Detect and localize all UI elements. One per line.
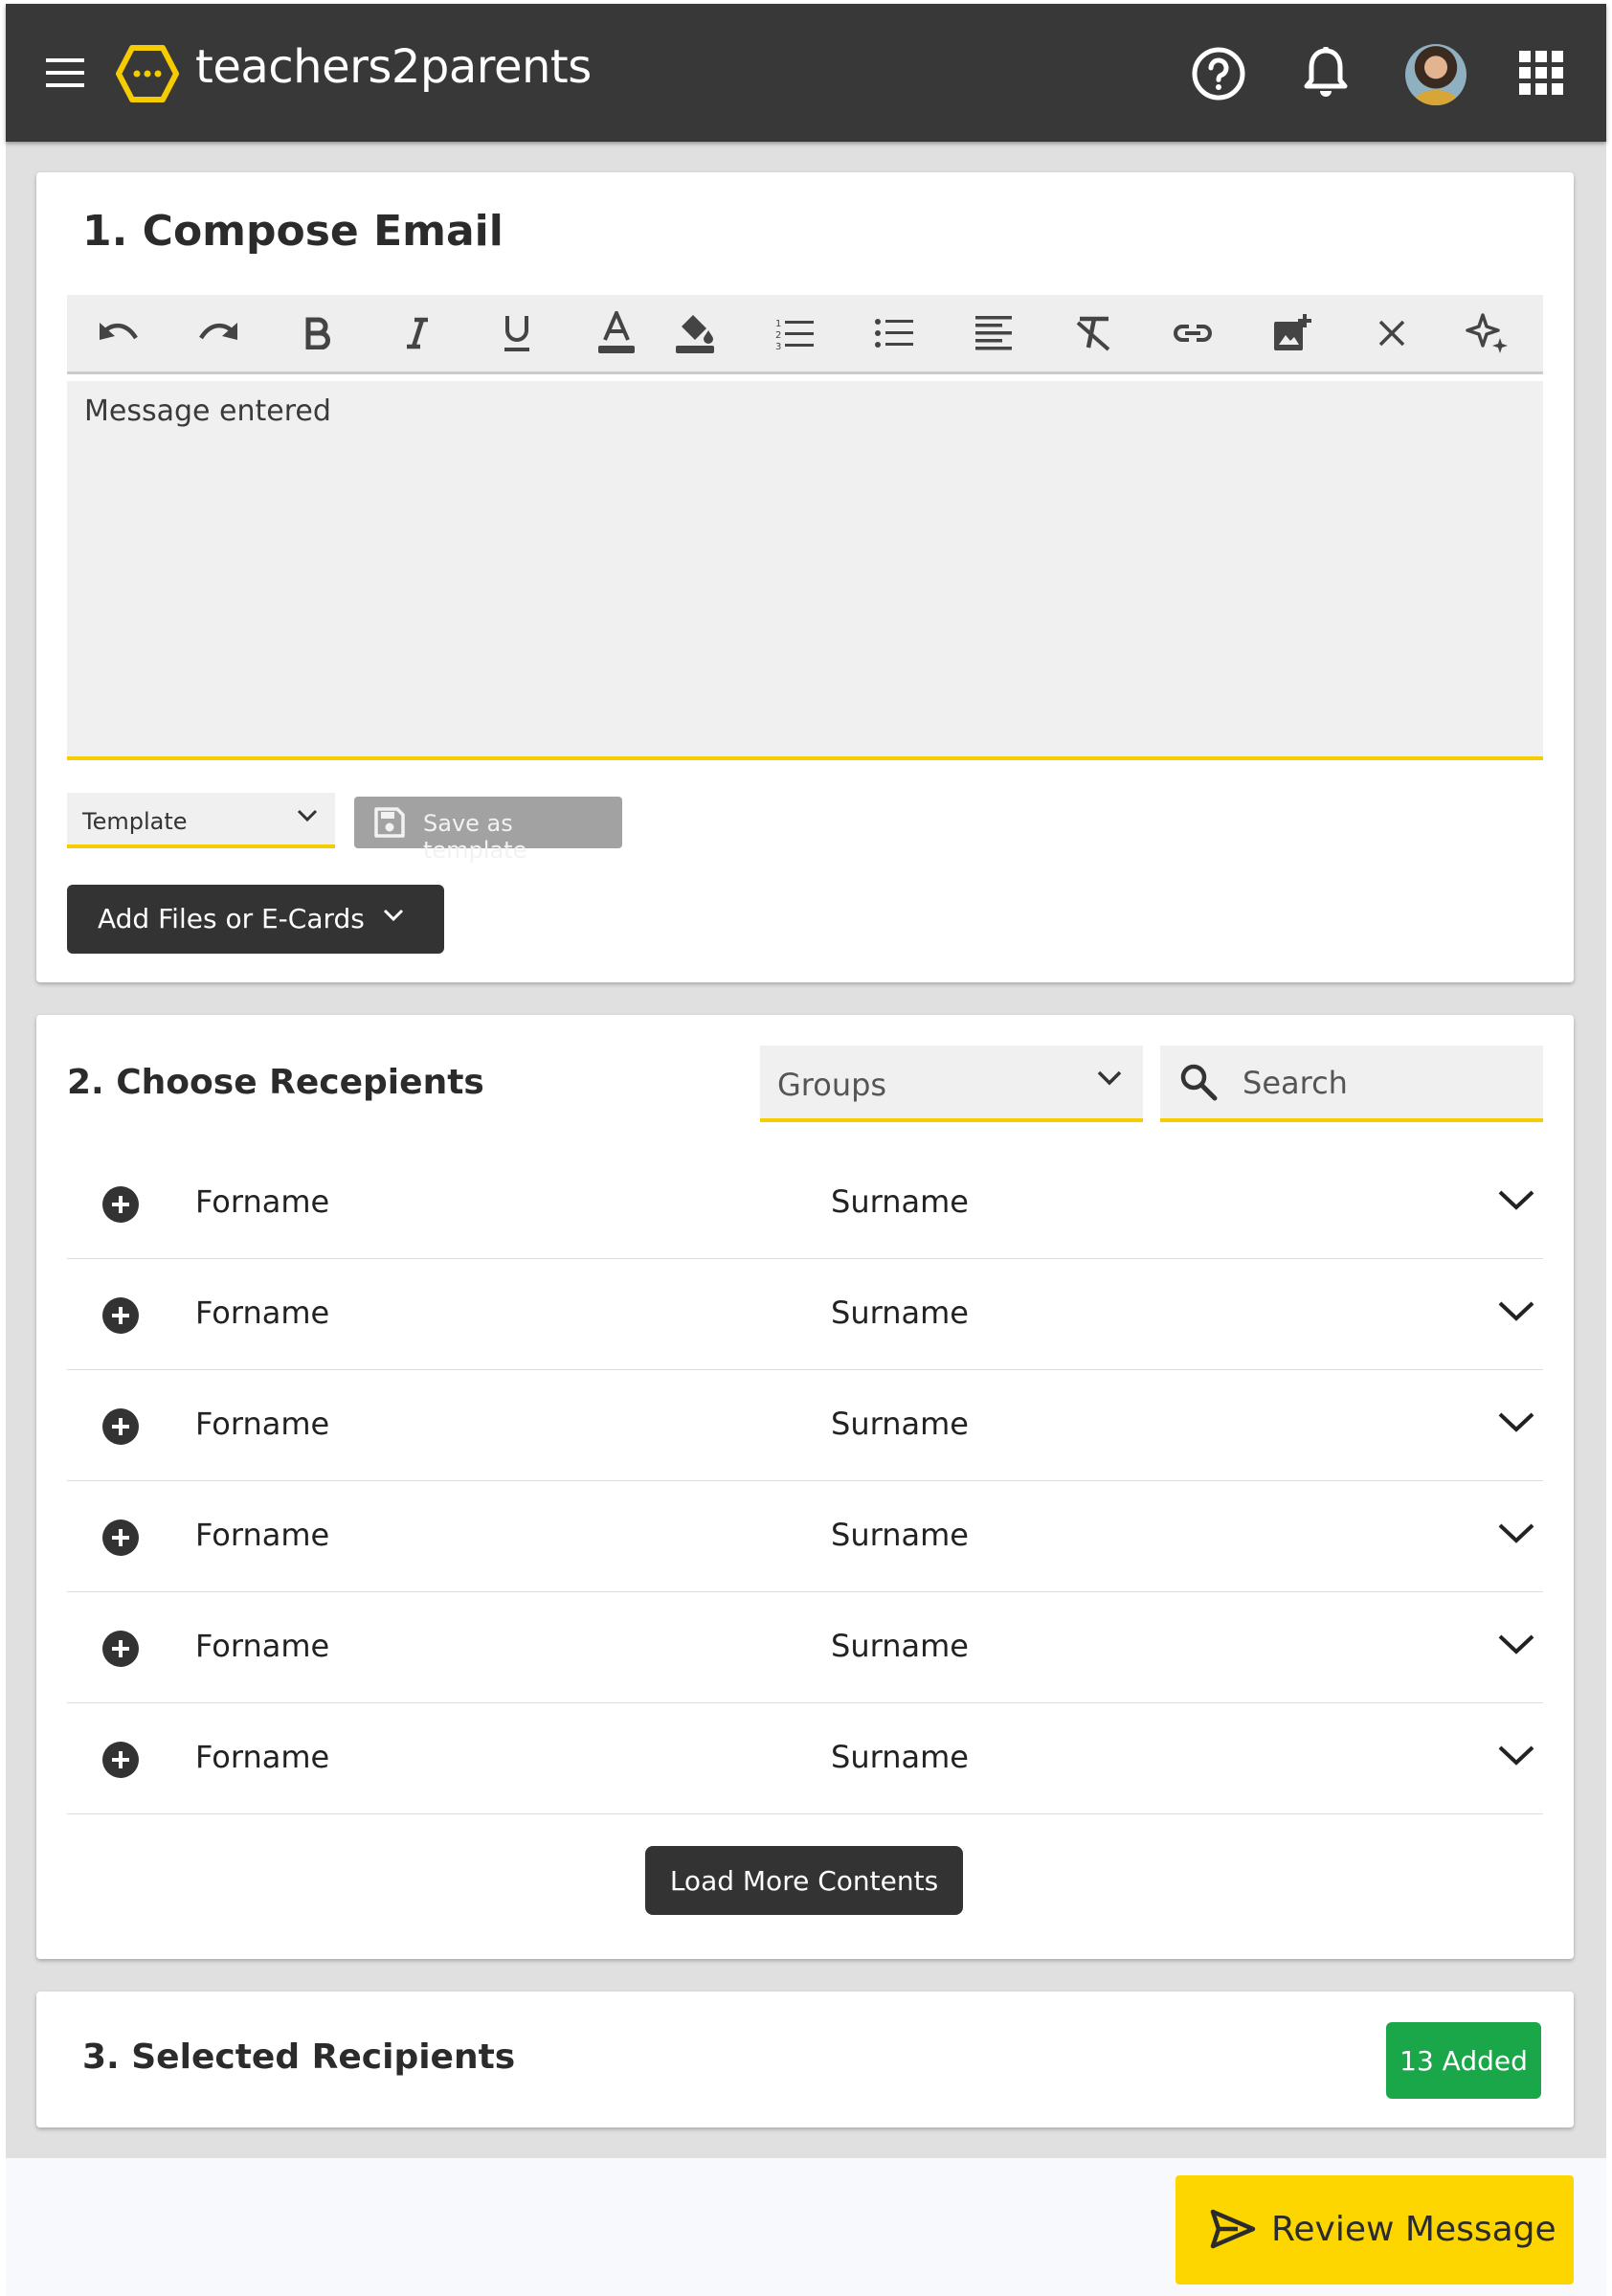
- message-editor[interactable]: [67, 381, 1543, 760]
- logo-icon: [113, 40, 182, 107]
- bold-icon[interactable]: [291, 306, 345, 360]
- surname-cell: Surname: [831, 1628, 969, 1664]
- add-recipient-icon[interactable]: [101, 1407, 140, 1450]
- undo-icon[interactable]: [92, 306, 146, 360]
- add-recipient-icon[interactable]: [101, 1185, 140, 1227]
- forename-cell: Forname: [195, 1517, 330, 1553]
- forename-cell: Forname: [195, 1183, 330, 1220]
- search-field[interactable]: [1160, 1046, 1543, 1122]
- expand-chevron-icon[interactable]: [1497, 1522, 1535, 1549]
- help-icon[interactable]: [1189, 44, 1248, 103]
- brand-name: teachers2parents: [195, 40, 592, 94]
- groups-label: Groups: [777, 1067, 887, 1103]
- footer-bar: [6, 2158, 1606, 2296]
- bulleted-list-icon[interactable]: [867, 306, 921, 360]
- add-recipient-icon[interactable]: [101, 1519, 140, 1561]
- load-more-label: Load More Contents: [669, 1864, 939, 1897]
- review-message-label: Review Message: [1271, 2210, 1556, 2249]
- save-as-template-label: Save as template: [423, 810, 527, 864]
- search-icon: [1179, 1063, 1218, 1105]
- forename-cell: Forname: [195, 1739, 330, 1775]
- menu-icon[interactable]: [44, 54, 86, 92]
- expand-chevron-icon[interactable]: [1497, 1745, 1535, 1771]
- compose-title: 1. Compose Email: [82, 207, 504, 256]
- recipient-row[interactable]: [67, 1480, 1543, 1592]
- fill-color-icon[interactable]: [668, 306, 722, 360]
- choose-recipients-card: [36, 1015, 1574, 1959]
- message-text[interactable]: Message entered: [84, 394, 331, 428]
- expand-chevron-icon[interactable]: [1497, 1300, 1535, 1327]
- editor-toolbar: [67, 295, 1543, 374]
- surname-cell: Surname: [831, 1739, 969, 1775]
- chevron-down-icon: [297, 808, 318, 826]
- add-recipient-icon[interactable]: [101, 1630, 140, 1672]
- selected-recipients-card[interactable]: [36, 1992, 1574, 2127]
- template-select[interactable]: [67, 793, 335, 848]
- forename-cell: Forname: [195, 1406, 330, 1442]
- added-count-badge: [1386, 2022, 1541, 2099]
- link-icon[interactable]: [1166, 306, 1220, 360]
- expand-chevron-icon[interactable]: [1497, 1633, 1535, 1660]
- search-input[interactable]: [1241, 1063, 1522, 1103]
- surname-cell: Surname: [831, 1406, 969, 1442]
- numbered-list-icon[interactable]: [768, 306, 821, 360]
- italic-icon[interactable]: [391, 306, 444, 360]
- save-icon: [373, 806, 406, 843]
- template-label: Template: [82, 808, 188, 835]
- load-more-button[interactable]: [645, 1846, 963, 1915]
- recipient-row[interactable]: [67, 1147, 1543, 1259]
- recipient-row[interactable]: [67, 1702, 1543, 1814]
- groups-select[interactable]: [760, 1046, 1143, 1122]
- chevron-down-icon: [383, 908, 404, 926]
- recipient-row[interactable]: [67, 1258, 1543, 1370]
- save-as-template-button[interactable]: [354, 797, 622, 864]
- add-files-label: Add Files or E-Cards: [98, 903, 365, 934]
- recipient-row[interactable]: [67, 1369, 1543, 1481]
- svg-text:1: 1: [775, 319, 782, 329]
- close-icon[interactable]: [1365, 306, 1419, 360]
- apps-grid-icon[interactable]: [1518, 50, 1564, 96]
- svg-text:3: 3: [775, 342, 782, 349]
- added-count-label: 13 Added: [1399, 2044, 1528, 2077]
- expand-chevron-icon[interactable]: [1497, 1189, 1535, 1216]
- recipient-row[interactable]: [67, 1591, 1543, 1703]
- ai-sparkle-icon[interactable]: [1461, 306, 1514, 360]
- svg-text:2: 2: [775, 330, 782, 341]
- add-recipient-icon[interactable]: [101, 1741, 140, 1783]
- underline-icon[interactable]: [490, 306, 544, 360]
- send-icon: [1210, 2209, 1256, 2253]
- forename-cell: Forname: [195, 1294, 330, 1331]
- insert-image-icon[interactable]: [1265, 306, 1319, 360]
- avatar[interactable]: [1405, 44, 1466, 105]
- clear-formatting-icon[interactable]: [1066, 306, 1120, 360]
- add-files-button[interactable]: [67, 885, 444, 954]
- redo-icon[interactable]: [191, 306, 245, 360]
- chevron-down-icon: [1097, 1070, 1122, 1090]
- selected-recipients-title: 3. Selected Recipients: [82, 2037, 516, 2077]
- expand-chevron-icon[interactable]: [1497, 1411, 1535, 1438]
- text-color-icon[interactable]: [590, 306, 643, 360]
- surname-cell: Surname: [831, 1294, 969, 1331]
- add-recipient-icon[interactable]: [101, 1296, 140, 1339]
- review-message-button[interactable]: [1175, 2175, 1574, 2285]
- align-left-icon[interactable]: [967, 306, 1020, 360]
- bell-icon[interactable]: [1300, 42, 1352, 105]
- surname-cell: Surname: [831, 1517, 969, 1553]
- surname-cell: Surname: [831, 1183, 969, 1220]
- compose-card: [36, 172, 1574, 982]
- app-header: [6, 4, 1606, 142]
- forename-cell: Forname: [195, 1628, 330, 1664]
- choose-recipients-title: 2. Choose Recepients: [67, 1063, 484, 1102]
